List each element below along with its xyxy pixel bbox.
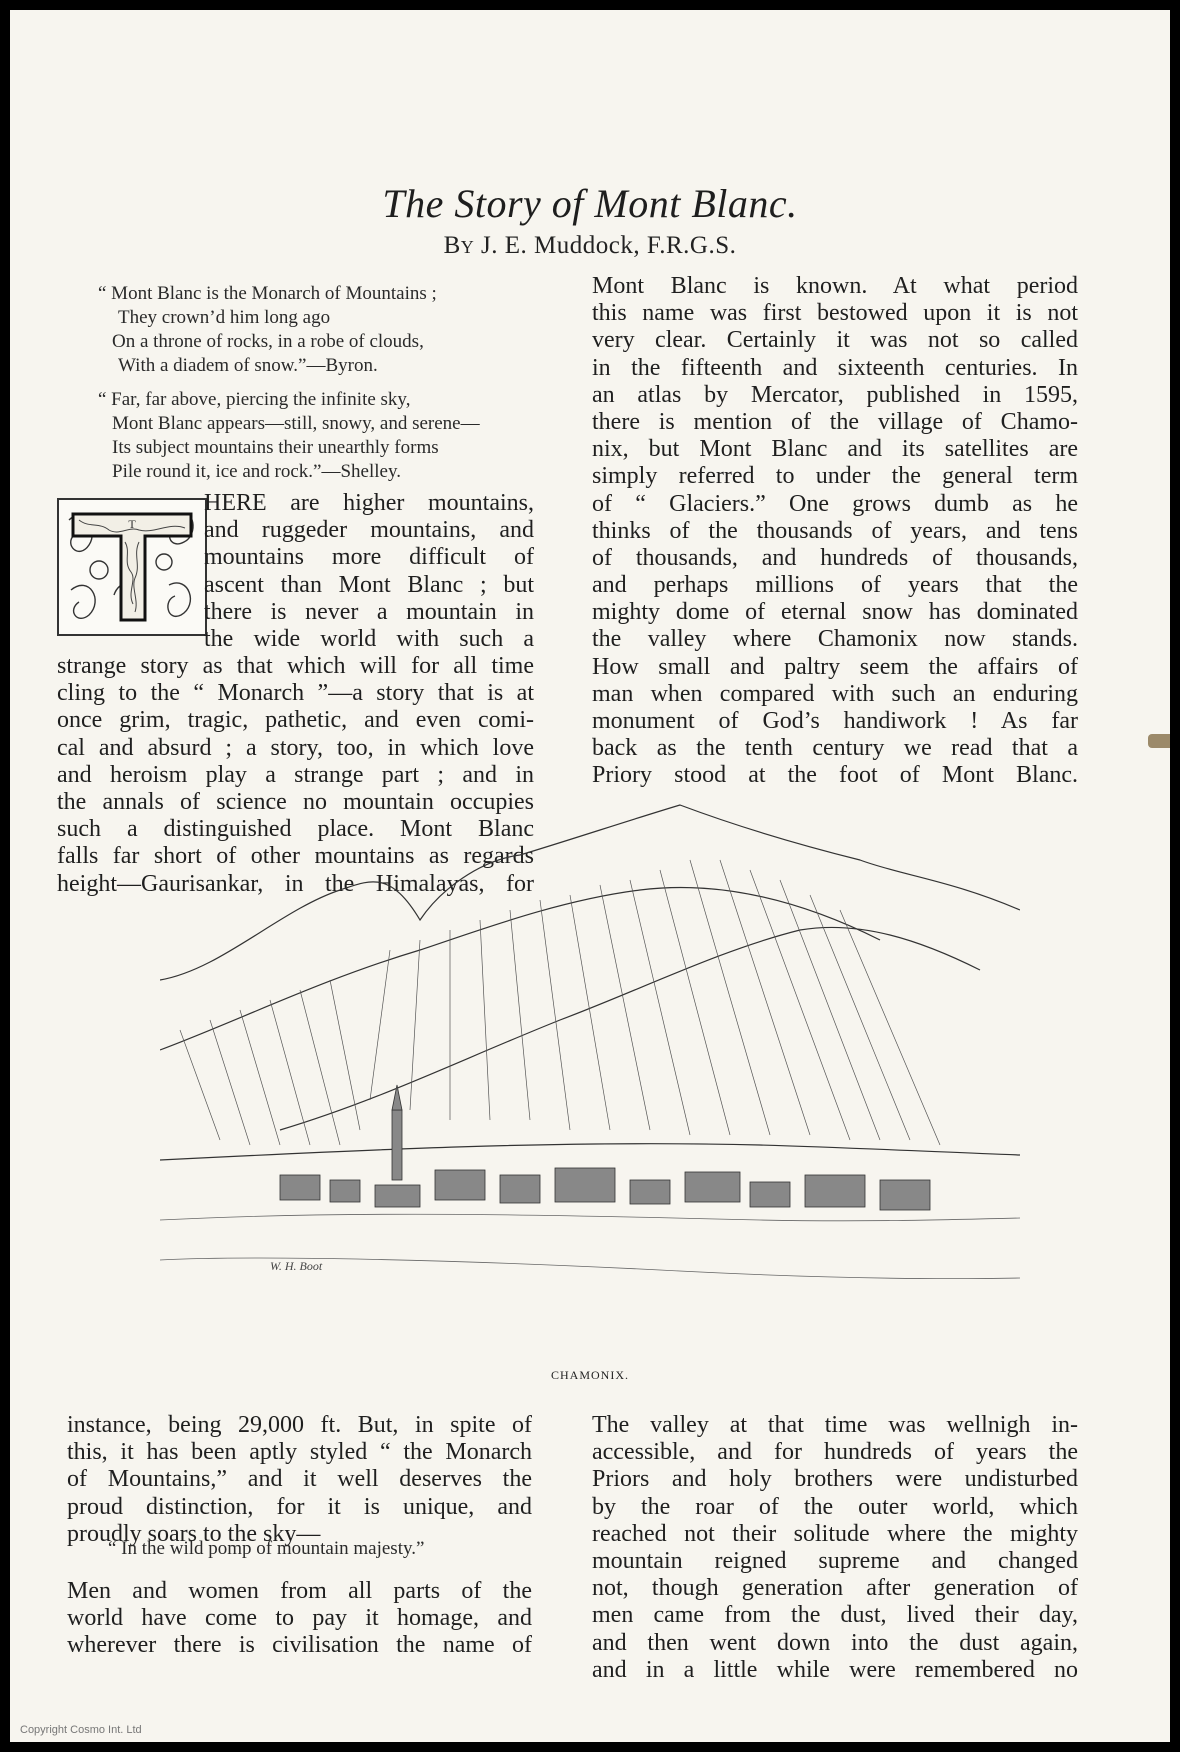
text-line: Priors and holy brothers were undisturbed xyxy=(592,1466,1078,1493)
author-name: J. E. Muddock, F.R.G.S. xyxy=(481,232,737,259)
text-line: of thousands, and hundreds of thousands, xyxy=(592,544,1078,571)
text-line: wherever there is civilisation the name of xyxy=(67,1632,532,1659)
text-line: this name was first bestowed upon it is not xyxy=(592,300,1078,327)
text-line: and perhaps millions of years that the xyxy=(592,572,1078,599)
page-edge-tab xyxy=(1148,734,1170,748)
epigraph-line: Its subject mountains their unearthly forms xyxy=(112,437,439,458)
text-line: nix, but Mont Blanc and its satellites are xyxy=(592,436,1078,463)
chamonix-illustration xyxy=(160,800,1020,1345)
text-line: the annals of science no mountain occupies xyxy=(57,788,534,815)
text-line: men came from the dust, lived their day, xyxy=(592,1602,1078,1629)
text-line: this, it has been aptly styled “ the Monarch xyxy=(67,1439,532,1466)
mountain-engraving-icon xyxy=(160,800,1020,1345)
text-line: cal and absurd ; a story, too, in which love xyxy=(57,734,534,761)
article-title: The Story of Mont Blanc. xyxy=(382,181,798,226)
text-line: the valley where Chamonix now stands. xyxy=(592,626,1078,653)
epigraph-shelley xyxy=(98,388,480,484)
text-line: ascent than Mont Blanc ; but xyxy=(204,571,534,598)
text-line: cling to the “ Monarch ”—a story that is at xyxy=(57,680,534,707)
text-line: monument of God’s handiwork ! As far xyxy=(592,708,1078,734)
text-line: once grim, tragic, pathetic, and even comi- xyxy=(57,707,534,734)
text-line: an atlas by Mercator, published in 1595, xyxy=(592,381,1078,408)
text-line: HERE are higher mountains, xyxy=(204,490,534,516)
epigraph-byron xyxy=(98,282,437,378)
byline xyxy=(10,232,1170,260)
text-line: of “ Glaciers.” One grows dumb as he xyxy=(592,490,1078,517)
epigraph-line: Mont Blanc appears—still, snowy, and serene— xyxy=(112,413,480,434)
text-line: and in a little while were remembered no xyxy=(592,1656,1078,1683)
epigraph-line: “ Mont Blanc is the Monarch of Mountains ; xyxy=(98,283,437,304)
text-line: simply referred to under the general term xyxy=(592,463,1078,490)
magazine-page xyxy=(10,10,1170,1742)
epigraph-line: They crown’d him long ago xyxy=(118,307,331,328)
text-line: mighty dome of eternal snow has dominated xyxy=(592,599,1078,626)
text-line: instance, being 29,000 ft. But, in spite of xyxy=(67,1412,532,1438)
column-right-top xyxy=(592,273,1078,790)
text-line: mountains more difficult of xyxy=(204,544,534,571)
column-left-lower xyxy=(67,1412,532,1548)
copyright-notice: Copyright Cosmo Int. Ltd xyxy=(20,1724,142,1736)
text-line: not, though generation after generation of xyxy=(592,1575,1078,1602)
text-line: there is never a mountain in xyxy=(204,598,534,625)
text-line: falls far short of other mountains as regards xyxy=(57,843,534,870)
illustration-caption: CHAMONIX. xyxy=(551,1368,629,1382)
text-line: mountain reigned supreme and changed xyxy=(592,1547,1078,1574)
text-line: in the fifteenth and sixteenth centuries. In xyxy=(592,354,1078,381)
text-line: The valley at that time was wellnigh in- xyxy=(592,1412,1078,1438)
text-line: and then went down into the dust again, xyxy=(592,1629,1078,1656)
illustrator-signature: W. H. Boot xyxy=(270,1259,323,1273)
text-line: by the roar of the outer world, which xyxy=(592,1493,1078,1520)
column-right-lower xyxy=(592,1412,1078,1684)
text-line: and ruggeder mountains, and xyxy=(204,517,534,544)
text-line: the wide world with such a xyxy=(204,625,534,652)
text-line: Mont Blanc is known. At what period xyxy=(592,273,1078,299)
column-left-final xyxy=(67,1578,532,1660)
inline-quotation: “ In the wild pomp of mountain majesty.” xyxy=(108,1538,425,1559)
text-line: back as the tenth century we read that a xyxy=(592,735,1078,762)
epigraph-line: “ Far, far above, piercing the infinite sky, xyxy=(98,389,411,410)
byline-prefix: By xyxy=(443,232,475,259)
text-line: proudly soars to the sky— xyxy=(67,1520,321,1547)
text-line: strange story as that which will for all time xyxy=(57,653,534,679)
epigraph-line: Pile round it, ice and rock.”—Shelley. xyxy=(112,461,401,482)
text-line: proud distinction, for it is unique, and xyxy=(67,1493,532,1520)
text-line: very clear. Certainly it was not so called xyxy=(592,327,1078,354)
text-line: of Mountains,” and it well deserves the xyxy=(67,1466,532,1493)
text-line: world have come to pay it homage, and xyxy=(67,1605,532,1632)
text-line: Men and women from all parts of the xyxy=(67,1578,532,1604)
epigraph-line: On a throne of rocks, in a robe of clouds, xyxy=(112,331,424,352)
text-line: such a distinguished place. Mont Blanc xyxy=(57,816,534,843)
text-line: thinks of the thousands of years, and tens xyxy=(592,517,1078,544)
dropcap-letter: T xyxy=(128,517,136,531)
text-line: Priory stood at the foot of Mont Blanc. xyxy=(592,762,1078,789)
text-line: accessible, and for hundreds of years the xyxy=(592,1439,1078,1466)
text-line: there is mention of the village of Chamo- xyxy=(592,408,1078,435)
floral-initial-icon xyxy=(59,500,205,634)
column-left-intro xyxy=(204,490,534,653)
text-line: reached not their solitude where the mighty xyxy=(592,1520,1078,1547)
decorated-dropcap xyxy=(57,498,207,636)
text-line: and heroism play a strange part ; and in xyxy=(57,761,534,788)
epigraph-line: With a diadem of snow.”—Byron. xyxy=(118,355,378,376)
text-line: man when compared with such an enduring xyxy=(592,680,1078,707)
text-line: How small and paltry seem the affairs of xyxy=(592,653,1078,680)
text-line: height—Gaurisankar, in the Himalayas, for xyxy=(57,870,534,897)
